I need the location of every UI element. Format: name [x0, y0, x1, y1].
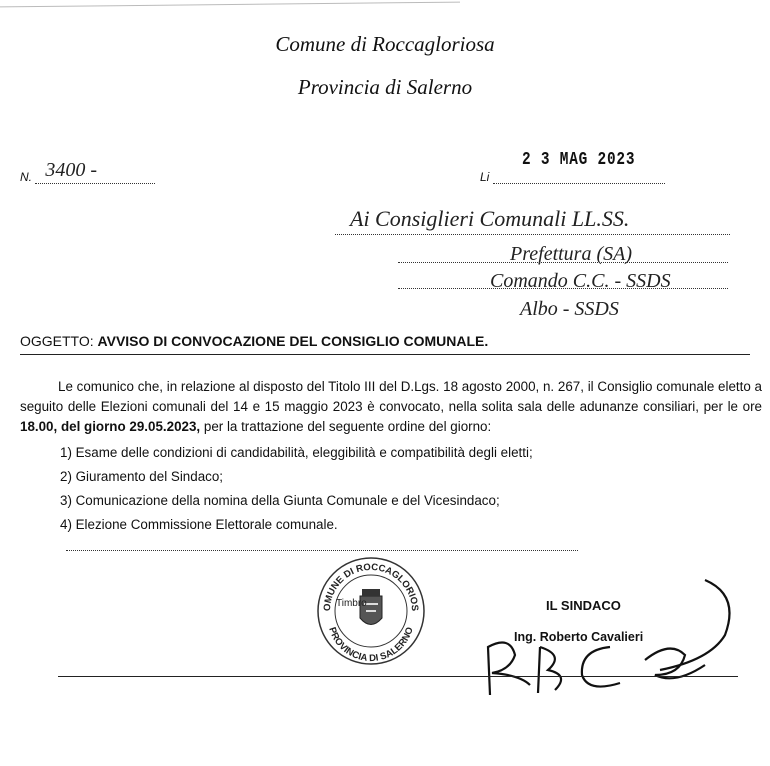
- body-date-time: 18.00, del giorno 29.05.2023,: [20, 419, 201, 434]
- municipality-title: Comune di Roccagloriosa: [275, 32, 495, 56]
- recipient-dotted-2: [398, 262, 728, 263]
- scan-edge-line: [0, 2, 460, 8]
- stamp-top-text: OMUNE DI ROCCAGLORIOS: [321, 561, 421, 612]
- recipient-line-2: Prefettura (SA): [510, 243, 633, 265]
- body-part-2: per la trattazione del seguente ordine del giorno:: [203, 419, 492, 434]
- province-title: Provincia di Salerno: [297, 75, 473, 99]
- handwritten-signature-icon: [470, 575, 770, 705]
- date-dotted-line: [493, 171, 665, 184]
- agenda-item-2: 2) Giuramento del Sindaco;: [60, 469, 224, 484]
- subject-line: [20, 333, 488, 349]
- recipient-line-4: Albo - SSDS: [520, 298, 619, 320]
- recipient-dotted-1: [335, 234, 730, 235]
- agenda-item-3: 3) Comunicazione della nomina della Giunta Comunale e del Vicesindaco;: [60, 493, 500, 508]
- date-stamp: 2 3 MAG 2023: [522, 150, 636, 170]
- agenda-item-1: 1) Esame delle condizioni di candidabilità, eleggibilità e compatibilità degli eletti;: [60, 445, 533, 460]
- protocol-prefix: N.: [20, 170, 32, 184]
- stamp-center-label: Timbro: [336, 598, 367, 609]
- subject-label: OGGETTO:: [20, 333, 94, 349]
- subject-underline: [20, 354, 750, 355]
- subject-text: AVVISO DI CONVOCAZIONE DEL CONSIGLIO COMUNALE.: [97, 333, 489, 349]
- protocol-handwritten-number: 3400 -: [45, 159, 98, 181]
- agenda-item-4: 4) Elezione Commissione Elettorale comunale.: [60, 517, 338, 532]
- body-part-1: Le comunico che, in relazione al disposto del Titolo III del D.Lgs. 18 agosto 2000, n. 267, il Consiglio comunale eletto a seguito delle Elezioni comunali del 14 e 15 maggio 2023 è convocato, nella solita sala delle adunanze consiliari, per le ore: [20, 379, 762, 414]
- stamp-seal-icon: [316, 556, 426, 666]
- mayor-title: IL SINDACO: [546, 598, 621, 613]
- mayor-name: Ing. Roberto Cavalieri: [514, 630, 644, 644]
- svg-text:PROVINCIA DI SALERNO: [326, 626, 415, 664]
- date-field: [480, 170, 665, 184]
- protocol-dotted-line: [35, 159, 155, 184]
- recipient-dotted-3: [398, 288, 728, 289]
- recipient-line-3: Comando C.C. - SSDS: [490, 270, 671, 292]
- municipal-stamp: [316, 556, 426, 666]
- stamp-bottom-text: PROVINCIA DI SALERNO: [326, 625, 416, 665]
- date-label: Li: [480, 170, 490, 184]
- agenda-dotted-line: [66, 550, 578, 551]
- body-paragraph: [20, 377, 762, 437]
- protocol-number-field: [20, 159, 155, 184]
- recipient-line-1: Ai Consiglieri Comunali LL.SS.: [350, 206, 630, 231]
- signature-baseline: [58, 676, 738, 677]
